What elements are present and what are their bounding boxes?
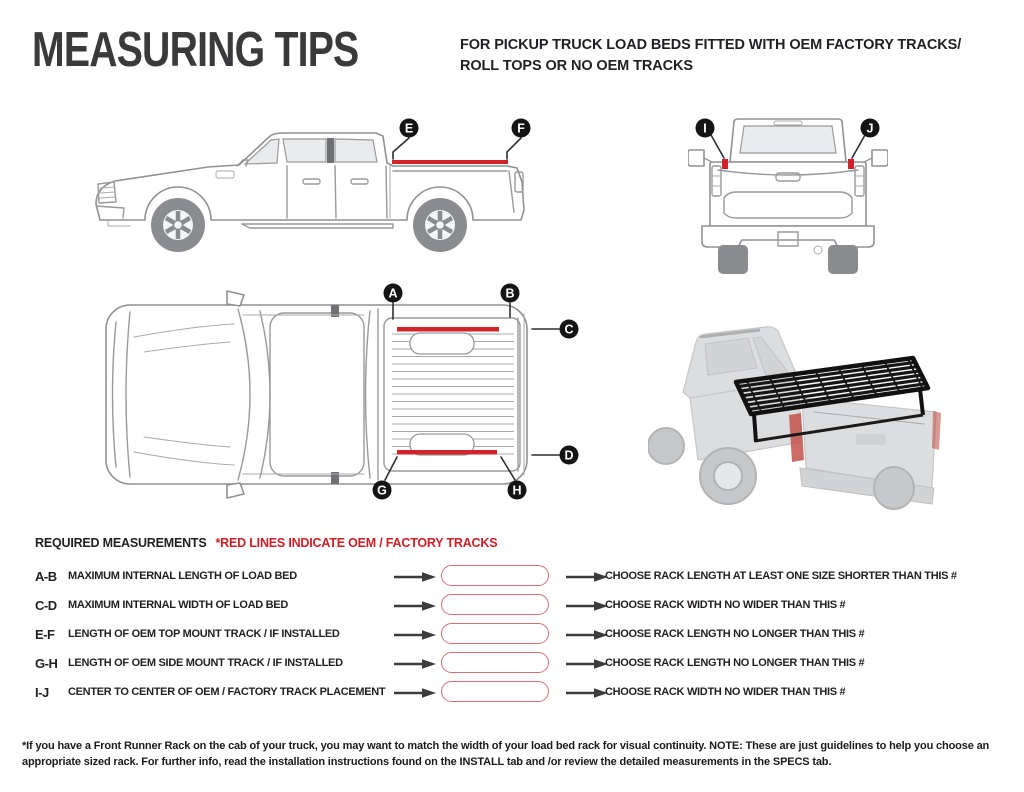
truck-rear-view-diagram: [688, 110, 888, 280]
render-taillight-right: [932, 411, 941, 450]
front-wheel: [151, 198, 205, 252]
arrow-right-icon: [393, 658, 437, 670]
row-key: C-D: [35, 598, 57, 613]
measurement-rows: [0, 562, 1024, 707]
measurement-row-e-f: [0, 620, 1024, 649]
arrow-right-icon: [565, 687, 609, 699]
measurement-row-i-j: [0, 678, 1024, 707]
marker-b: [501, 284, 520, 303]
row-key: I-J: [35, 685, 49, 700]
svg-text:H: H: [512, 483, 522, 498]
row-key: E-F: [35, 627, 55, 642]
oem-track-line-bottom: [397, 450, 497, 455]
red-lines-note: *RED LINES INDICATE OEM / FACTORY TRACKS: [215, 536, 498, 550]
svg-text:G: G: [377, 483, 387, 498]
svg-text:D: D: [564, 448, 574, 463]
arrow-right-icon: [393, 687, 437, 699]
rear-wheel: [413, 198, 467, 252]
measurement-input-g-h[interactable]: [441, 652, 549, 673]
truck-top-view-diagram: [100, 282, 585, 507]
arrow-right-icon: [393, 629, 437, 641]
measurement-row-g-h: [0, 649, 1024, 678]
row-key: A-B: [35, 569, 57, 584]
oem-track-mark-left: [722, 159, 728, 169]
arrow-right-icon: [565, 658, 609, 670]
footnote: *If you have a Front Runner Rack on the cab of your truck, you may want to match the width of your load bed rack for visual continuity. NOTE: These are just guidelines to help you choose an appropriate sized rack. For further info, read the installation instructions found on the INSTALL tab and /or review the detailed measurements in the SPECS tab.: [22, 740, 990, 768]
row-label: MAXIMUM INTERNAL WIDTH OF LOAD BED: [68, 599, 288, 611]
arrow-right-icon: [565, 600, 609, 612]
row-advice: CHOOSE RACK LENGTH AT LEAST ONE SIZE SHORTER THAN THIS #: [605, 570, 957, 582]
row-key: G-H: [35, 656, 58, 671]
measurement-row-c-d: [0, 591, 1024, 620]
marker-d: [560, 446, 579, 465]
arrow-right-icon: [565, 571, 609, 583]
svg-text:F: F: [517, 121, 525, 136]
svg-text:I: I: [703, 121, 707, 136]
svg-text:E: E: [404, 121, 414, 136]
render-taillight-left: [789, 413, 804, 462]
row-advice: CHOOSE RACK WIDTH NO WIDER THAN THIS #: [605, 686, 846, 698]
truck-side-view-diagram: [90, 108, 545, 273]
row-label: LENGTH OF OEM TOP MOUNT TRACK / IF INSTALLED: [68, 628, 340, 640]
svg-text:A: A: [388, 286, 398, 301]
measurement-input-e-f[interactable]: [441, 623, 549, 644]
measurement-input-c-d[interactable]: [441, 594, 549, 615]
marker-a: [384, 284, 403, 303]
marker-h: [508, 481, 527, 500]
row-label: LENGTH OF OEM SIDE MOUNT TRACK / IF INSTALLED: [68, 657, 343, 669]
row-label: MAXIMUM INTERNAL LENGTH OF LOAD BED: [68, 570, 297, 582]
required-measurements-heading: REQUIRED MEASUREMENTS: [35, 536, 207, 550]
page-title: MEASURING TIPS: [32, 23, 359, 77]
row-advice: CHOOSE RACK LENGTH NO LONGER THAN THIS #: [605, 628, 865, 640]
measurement-input-a-b[interactable]: [441, 565, 549, 586]
subtitle-line-2: ROLL TOPS OR NO OEM TRACKS: [460, 58, 693, 74]
svg-text:J: J: [866, 121, 874, 136]
svg-text:C: C: [564, 322, 574, 337]
marker-e: [400, 119, 419, 138]
marker-g: [373, 481, 392, 500]
marker-f: [512, 119, 531, 138]
oem-track-line-top: [397, 327, 499, 332]
measurement-row-a-b: [0, 562, 1024, 591]
truck-rack-render: [648, 318, 983, 523]
measurement-input-i-j[interactable]: [441, 681, 549, 702]
row-advice: CHOOSE RACK WIDTH NO WIDER THAN THIS #: [605, 599, 846, 611]
oem-top-track-line: [392, 160, 508, 164]
arrow-right-icon: [393, 600, 437, 612]
svg-text:B: B: [505, 286, 515, 301]
row-advice: CHOOSE RACK LENGTH NO LONGER THAN THIS #: [605, 657, 865, 669]
oem-track-mark-right: [848, 159, 854, 169]
marker-j: [861, 119, 880, 138]
marker-c: [560, 320, 579, 339]
subtitle-line-1: FOR PICKUP TRUCK LOAD BEDS FITTED WITH OEM FACTORY TRACKS/: [460, 37, 962, 53]
arrow-right-icon: [565, 629, 609, 641]
wheel-well-top: [410, 333, 474, 354]
required-measurements-heading-row: [35, 536, 497, 550]
arrow-right-icon: [393, 571, 437, 583]
row-label: CENTER TO CENTER OF OEM / FACTORY TRACK PLACEMENT: [68, 686, 386, 698]
marker-i: [696, 119, 715, 138]
b-pillar: [327, 138, 334, 163]
page-subtitle: [460, 35, 961, 77]
